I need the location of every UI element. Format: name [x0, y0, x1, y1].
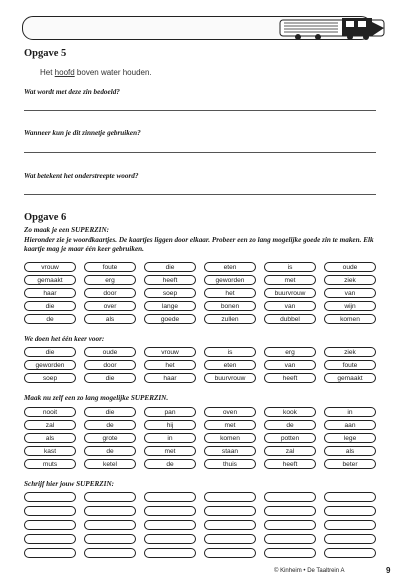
answer-card[interactable]: [264, 520, 316, 530]
word-card[interactable]: komen: [204, 433, 256, 443]
word-card[interactable]: door: [84, 288, 136, 298]
word-card[interactable]: zal: [24, 420, 76, 430]
heading-example: We doen het één keer voor:: [24, 335, 105, 343]
opgave6-subtitle: Zo maak je een SUPERZIN:: [24, 226, 110, 234]
word-card[interactable]: lange: [144, 301, 196, 311]
word-card[interactable]: grote: [84, 433, 136, 443]
answer-card[interactable]: [324, 534, 376, 544]
answer-card[interactable]: [24, 534, 76, 544]
word-card[interactable]: met: [204, 420, 256, 430]
answer-card[interactable]: [144, 520, 196, 530]
answer-card[interactable]: [144, 534, 196, 544]
word-card[interactable]: komen: [324, 314, 376, 324]
word-card[interactable]: dubbel: [264, 314, 316, 324]
heading-own-sentence: Maak nu zelf een zo lang mogelijke SUPERZIN.: [24, 394, 169, 402]
answer-card[interactable]: [24, 548, 76, 558]
word-card[interactable]: kast: [24, 446, 76, 456]
word-card[interactable]: nooit: [24, 407, 76, 417]
word-card[interactable]: is: [264, 262, 316, 272]
word-card[interactable]: aan: [324, 420, 376, 430]
footer-credit: © Kinheim • De Taaltrein A: [274, 568, 345, 574]
word-card[interactable]: als: [24, 433, 76, 443]
word-card[interactable]: pan: [144, 407, 196, 417]
heading-write-here: Schrijf hier jouw SUPERZIN:: [24, 480, 115, 488]
word-card[interactable]: hij: [144, 420, 196, 430]
answer-card[interactable]: [24, 520, 76, 530]
word-card[interactable]: heeft: [144, 275, 196, 285]
word-card[interactable]: gemaakt: [24, 275, 76, 285]
sentence-underlined: hoofd: [54, 68, 75, 77]
word-card[interactable]: door: [84, 360, 136, 370]
word-card[interactable]: buurvrouw: [204, 373, 256, 383]
answer-card-grid: [24, 492, 376, 558]
answer-card[interactable]: [204, 520, 256, 530]
word-card[interactable]: vrouw: [144, 347, 196, 357]
sentence-after: boven water houden.: [74, 68, 152, 77]
word-card[interactable]: zal: [264, 446, 316, 456]
answer-card[interactable]: [84, 548, 136, 558]
word-card[interactable]: van: [264, 360, 316, 370]
word-card[interactable]: soep: [144, 288, 196, 298]
word-card[interactable]: die: [84, 407, 136, 417]
word-card-grid-3: [24, 407, 376, 469]
answer-card[interactable]: [324, 492, 376, 502]
word-card[interactable]: het: [204, 288, 256, 298]
word-card[interactable]: eten: [204, 262, 256, 272]
word-card[interactable]: de: [84, 446, 136, 456]
word-card[interactable]: in: [144, 433, 196, 443]
answer-line-2[interactable]: [24, 152, 376, 153]
word-card[interactable]: erg: [264, 347, 316, 357]
answer-card[interactable]: [204, 548, 256, 558]
answer-card[interactable]: [144, 506, 196, 516]
word-card[interactable]: over: [84, 301, 136, 311]
word-card[interactable]: wijn: [324, 301, 376, 311]
answer-card[interactable]: [84, 492, 136, 502]
word-card[interactable]: de: [144, 459, 196, 469]
answer-card[interactable]: [264, 492, 316, 502]
answer-card[interactable]: [324, 520, 376, 530]
word-card[interactable]: lege: [324, 433, 376, 443]
word-card[interactable]: heeft: [264, 459, 316, 469]
word-card[interactable]: gemaakt: [324, 373, 376, 383]
word-card[interactable]: de: [264, 420, 316, 430]
answer-card[interactable]: [204, 506, 256, 516]
word-card[interactable]: kook: [264, 407, 316, 417]
question-1: Wat wordt met deze zin bedoeld?: [24, 88, 120, 96]
answer-card[interactable]: [84, 506, 136, 516]
word-card[interactable]: oven: [204, 407, 256, 417]
answer-card[interactable]: [84, 520, 136, 530]
answer-card[interactable]: [264, 534, 316, 544]
word-card[interactable]: heeft: [264, 373, 316, 383]
sentence-before: Het: [40, 68, 55, 77]
answer-card[interactable]: [24, 492, 76, 502]
word-card-grid-1: [24, 262, 376, 324]
word-card[interactable]: ziek: [324, 347, 376, 357]
word-card[interactable]: staan: [204, 446, 256, 456]
word-card[interactable]: erg: [84, 275, 136, 285]
word-card[interactable]: eten: [204, 360, 256, 370]
opgave5-title: Opgave 5: [24, 48, 67, 59]
answer-card[interactable]: [204, 534, 256, 544]
train-icon: [278, 14, 388, 42]
word-card[interactable]: muts: [24, 459, 76, 469]
word-card-grid-2: [24, 347, 376, 383]
word-card[interactable]: oude: [84, 347, 136, 357]
word-card[interactable]: geworden: [24, 360, 76, 370]
word-card[interactable]: de: [84, 420, 136, 430]
question-3: Wat betekent het onderstreepte woord?: [24, 172, 139, 180]
word-card[interactable]: die: [144, 262, 196, 272]
word-card[interactable]: met: [264, 275, 316, 285]
word-card[interactable]: als: [84, 314, 136, 324]
answer-card[interactable]: [324, 548, 376, 558]
word-card[interactable]: geworden: [204, 275, 256, 285]
word-card[interactable]: zullen: [204, 314, 256, 324]
page-number: 9: [386, 566, 391, 575]
word-card[interactable]: in: [324, 407, 376, 417]
word-card[interactable]: van: [264, 301, 316, 311]
word-card[interactable]: ziek: [324, 275, 376, 285]
word-card[interactable]: thuis: [204, 459, 256, 469]
answer-card[interactable]: [264, 506, 316, 516]
answer-line-1[interactable]: [24, 110, 376, 111]
word-card[interactable]: bonen: [204, 301, 256, 311]
word-card[interactable]: als: [324, 446, 376, 456]
word-card[interactable]: vrouw: [24, 262, 76, 272]
answer-card[interactable]: [24, 506, 76, 516]
opgave5-sentence: [40, 68, 152, 77]
opgave6-instruction: Hieronder zie je woordkaartjes. De kaartjes liggen door elkaar. Probeer een zo lang mogelijke goede zin te maken. Elk kaartje mag je maar één keer gebruiken.: [24, 236, 374, 253]
answer-card[interactable]: [324, 506, 376, 516]
answer-card[interactable]: [84, 534, 136, 544]
word-card[interactable]: foute: [324, 360, 376, 370]
answer-line-3[interactable]: [24, 194, 376, 195]
word-card[interactable]: van: [324, 288, 376, 298]
word-card[interactable]: goede: [144, 314, 196, 324]
word-card[interactable]: het: [144, 360, 196, 370]
word-card[interactable]: haar: [144, 373, 196, 383]
question-2: Wanneer kun je dit zinnetje gebruiken?: [24, 129, 141, 137]
word-card[interactable]: foute: [84, 262, 136, 272]
word-card[interactable]: die: [84, 373, 136, 383]
opgave6-title: Opgave 6: [24, 212, 67, 223]
word-card[interactable]: die: [24, 301, 76, 311]
answer-card[interactable]: [264, 548, 316, 558]
word-card[interactable]: oude: [324, 262, 376, 272]
word-card[interactable]: met: [144, 446, 196, 456]
word-card[interactable]: haar: [24, 288, 76, 298]
word-card[interactable]: potten: [264, 433, 316, 443]
word-card[interactable]: is: [204, 347, 256, 357]
answer-card[interactable]: [144, 548, 196, 558]
word-card[interactable]: ketel: [84, 459, 136, 469]
word-card[interactable]: buurvrouw: [264, 288, 316, 298]
answer-card[interactable]: [144, 492, 196, 502]
word-card[interactable]: soep: [24, 373, 76, 383]
answer-card[interactable]: [204, 492, 256, 502]
word-card[interactable]: die: [24, 347, 76, 357]
word-card[interactable]: de: [24, 314, 76, 324]
word-card[interactable]: beter: [324, 459, 376, 469]
